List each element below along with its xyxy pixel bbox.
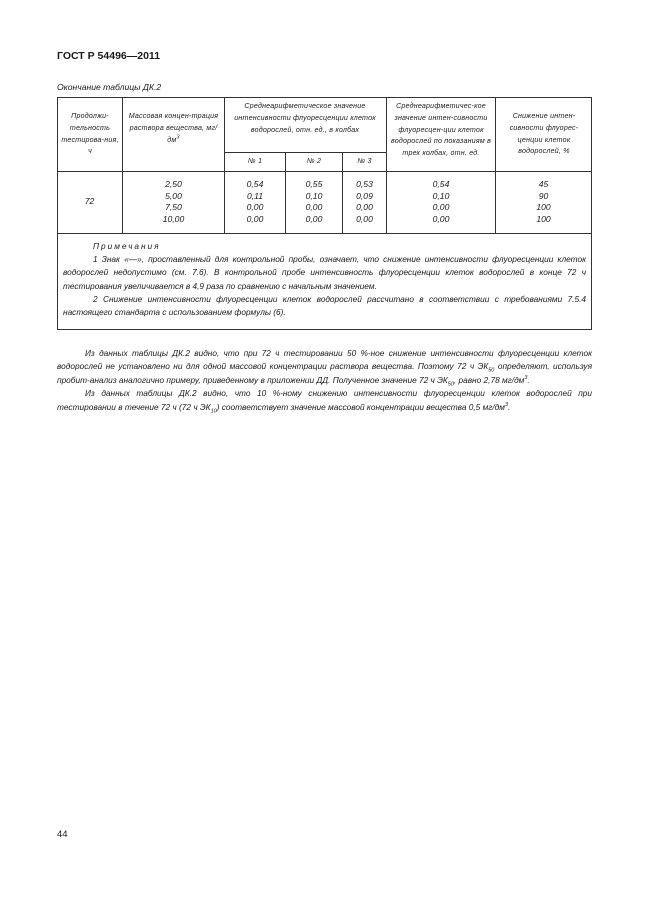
flask2-column bbox=[286, 179, 342, 225]
concentration-value: 5,00 bbox=[165, 190, 182, 201]
document-code: ГОСТ Р 54496—2011 bbox=[57, 50, 161, 62]
header-mean-three: Среднеарифметичес-кое значение интен-сивности флуоресцен-ции клеток водорослей по показаниям в трех колбах, отн. ед. bbox=[390, 102, 491, 158]
unit-superscript: 3 bbox=[524, 375, 528, 382]
header-concentration bbox=[126, 111, 221, 146]
reduction-value: 100 bbox=[536, 202, 551, 213]
mean-column bbox=[387, 179, 495, 225]
ec-subscript: 10 bbox=[210, 408, 217, 415]
ec-subscript: 50 bbox=[447, 381, 454, 388]
flask3-value: 0,00 bbox=[356, 213, 373, 224]
concentration-value: 10,00 bbox=[162, 213, 185, 224]
paragraph-2-part-c: . bbox=[508, 401, 511, 412]
reduction-value: 45 bbox=[538, 179, 549, 189]
mean-value: 0,54 bbox=[432, 179, 450, 189]
ec-subscript: 50 bbox=[488, 368, 495, 375]
table-right-border bbox=[591, 97, 592, 330]
notes-title: Примечания bbox=[93, 241, 161, 251]
duration-value: 72 bbox=[84, 196, 95, 206]
flask2-value: 0,10 bbox=[305, 190, 323, 201]
flask2-value: 0,00 bbox=[305, 213, 323, 224]
flask3-value: 0,09 bbox=[356, 190, 373, 201]
header-concentration-sup: 3 bbox=[176, 134, 180, 141]
flask1-value: 0,00 bbox=[246, 202, 264, 213]
concentration-value: 2,50 bbox=[165, 179, 182, 189]
table-bottom-border bbox=[57, 329, 592, 330]
paragraph-1-part-d: . bbox=[527, 374, 530, 385]
concentration-column bbox=[123, 179, 224, 225]
mean-value: 0,00 bbox=[432, 202, 450, 213]
flask3-value: 0,00 bbox=[356, 202, 373, 213]
mean-value: 0,00 bbox=[432, 213, 450, 224]
flask3-column bbox=[343, 179, 386, 225]
table-top-border bbox=[57, 97, 592, 98]
flask1-column bbox=[225, 179, 285, 225]
flask3-value: 0,53 bbox=[356, 179, 373, 189]
paragraph-1-part-c: , равно 2,78 мг/дм bbox=[453, 374, 525, 385]
table-caption: Окончание таблицы ДК.2 bbox=[57, 82, 162, 92]
body-text bbox=[57, 347, 592, 414]
flask1-value: 0,54 bbox=[246, 179, 264, 189]
header-flask-1: № 1 bbox=[247, 157, 263, 165]
flask1-value: 0,11 bbox=[246, 190, 264, 201]
header-mean-flasks: Среднеарифметическое значение интенсивности флуоресценции клеток водорослей, отн. ед., в колбах bbox=[234, 102, 376, 134]
flask2-value: 0,55 bbox=[305, 179, 323, 189]
paragraph-2-part-a: Из данных таблицы ДК.2 видно, что 10 %-ному снижению интенсивности флуоресценции клеток водорослей при тестировании в течение 72 ч (72 ч ЭК bbox=[57, 388, 592, 412]
header-duration: Продолжи-тельность тестирова-ния, ч bbox=[61, 112, 119, 156]
table-notes bbox=[63, 240, 586, 319]
data-bottom-border bbox=[57, 233, 592, 234]
mean-value: 0,10 bbox=[432, 190, 450, 201]
page-number: 44 bbox=[57, 829, 68, 840]
reduction-value: 90 bbox=[538, 190, 549, 201]
paragraph-1-part-b: определяют, используя пробит-анализ аналогично примеру, приведенному в приложении ДД. Полученное значение 72 ч ЭК bbox=[57, 361, 593, 385]
header-flask-2: № 2 bbox=[306, 157, 322, 165]
unit-superscript: 3 bbox=[504, 401, 509, 408]
paragraph-2 bbox=[57, 387, 592, 414]
note-2: 2 Снижение интенсивности флуоресценции клеток водорослей рассчитано в соответствии с требованиями 7.5.4 настоящего стандарта с использованием формулы (6). bbox=[63, 293, 586, 318]
header-concentration-text: Массовая концен-трация раствора вещества, мг/дм bbox=[128, 112, 219, 144]
table-left-border bbox=[57, 97, 58, 330]
paragraph-2-part-b: ) соответствует значение массовой концентрации вещества 0,5 мг/дм bbox=[216, 401, 505, 412]
note-1: 1 Знак «—», проставленный для контрольной пробы, означает, что снижение интенсивности флуоресценции клеток водорослей недопустимо (см. 7.6). В контрольной пробе интенсивность флуоресценции клеток водорослей в конце 72 ч тестирования увеличивается в 4,9 раза по сравнению с начальным значением. bbox=[63, 254, 586, 291]
flask1-value: 0,00 bbox=[246, 213, 264, 224]
paragraph-1 bbox=[57, 347, 592, 387]
header-reduction: Снижение интен-сивности флуорес-ценции клеток водорослей, % bbox=[509, 112, 579, 156]
reduction-value: 100 bbox=[536, 213, 551, 224]
data-table bbox=[57, 97, 592, 330]
reduction-column bbox=[496, 179, 591, 225]
flask2-value: 0,00 bbox=[305, 202, 323, 213]
header-flask-3: № 3 bbox=[357, 157, 372, 165]
subheader-divider bbox=[224, 152, 386, 153]
concentration-value: 7,50 bbox=[165, 202, 182, 213]
paragraph-1-part-a: Из данных таблицы ДК.2 видно, что при 72 ч тестировании 50 %-ное снижение интенсивности флуоресценции клеток водорослей не установлено ни для одной массовой концентрации раствора вещества. Поэтому 72 ч ЭК bbox=[57, 348, 592, 372]
header-bottom-border bbox=[57, 171, 592, 172]
